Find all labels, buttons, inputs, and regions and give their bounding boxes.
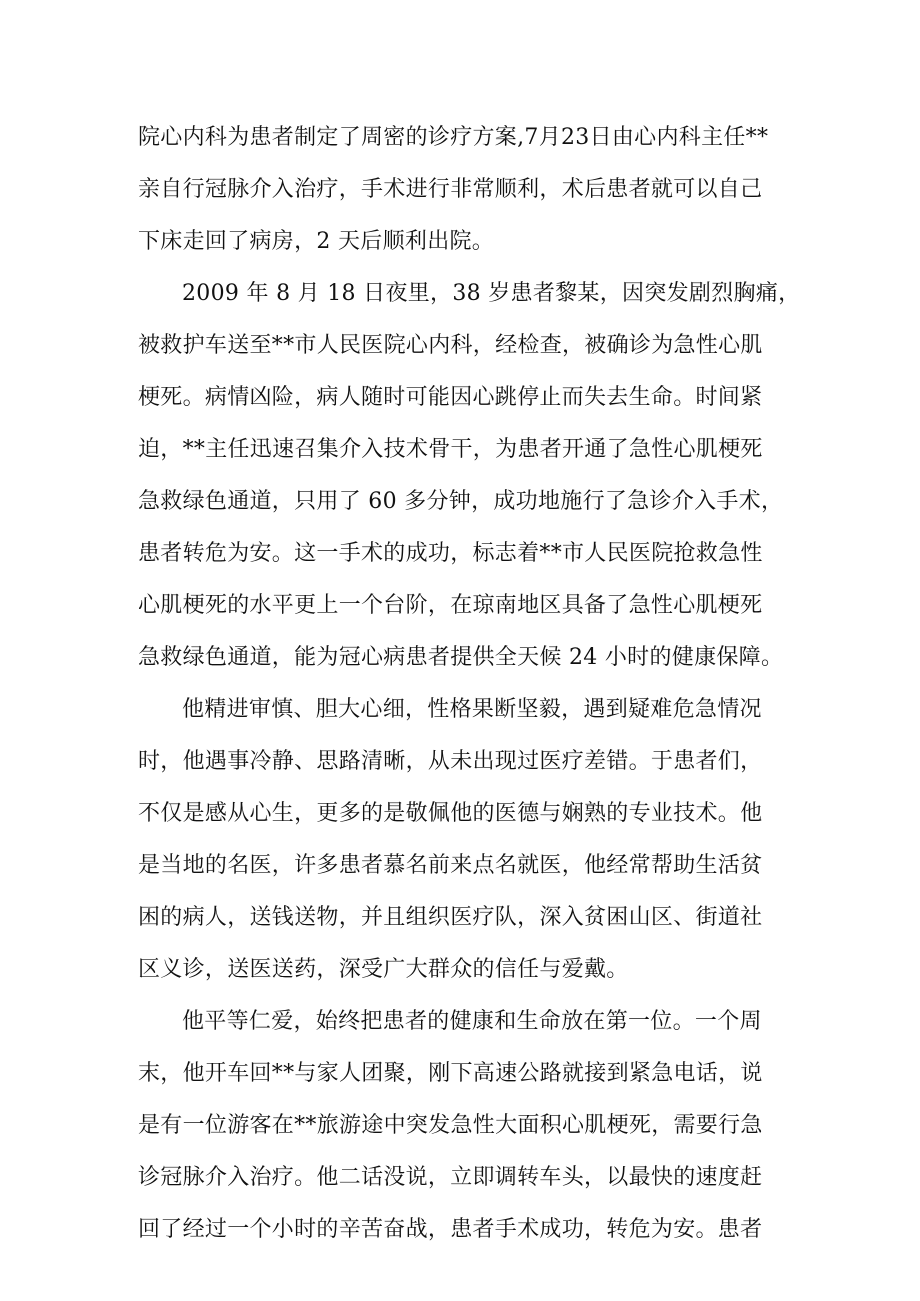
- text-line: 被救护车送至**市人民医院心内科，经检查，被确诊为急性心肌: [138, 333, 763, 358]
- text-line: 是当地的名医，许多患者慕名前来点名就医，他经常帮助生活贫: [138, 853, 763, 878]
- text-line: 时，他遇事冷静、思路清晰，从未出现过医疗差错。于患者们，: [138, 749, 763, 774]
- text-line: 是有一位游客在**旅游途中突发急性大面积心肌梗死，需要行急: [138, 1113, 763, 1138]
- text-line: 下床走回了病房，2 天后顺利出院。: [138, 229, 495, 254]
- text-line: 亲自行冠脉介入治疗，手术进行非常顺利，术后患者就可以自己: [138, 177, 763, 202]
- text-line: 回了经过一个小时的辛苦奋战，患者手术成功，转危为安。患者: [138, 1217, 763, 1242]
- text-line: 患者转危为安。这一手术的成功，标志着**市人民医院抢救急性: [138, 541, 763, 566]
- document-body: [138, 112, 818, 1256]
- text-line: 院心内科为患者制定了周密的诊疗方案,7月23日由心内科主任**: [138, 125, 769, 150]
- paragraph: [138, 996, 818, 1256]
- text-line: 诊冠脉介入治疗。他二话没说，立即调转车头，以最快的速度赶: [138, 1165, 763, 1190]
- text-line: 2009 年 8 月 18 日夜里，38 岁患者黎某，因突发剧烈胸痛，: [182, 281, 801, 306]
- text-line: 心肌梗死的水平更上一个台阶，在琼南地区具备了急性心肌梗死: [138, 593, 763, 618]
- text-line: 末，他开车回**与家人团聚，刚下高速公路就接到紧急电话，说: [138, 1061, 763, 1086]
- paragraph: [138, 684, 818, 996]
- text-line: 不仅是感从心生，更多的是敬佩他的医德与娴熟的专业技术。他: [138, 801, 763, 826]
- text-line: 他平等仁爱，始终把患者的健康和生命放在第一位。一个周: [182, 1009, 762, 1034]
- text-line: 区义诊，送医送药，深受广大群众的信任与爱戴。: [138, 957, 629, 982]
- text-line: 急救绿色通道，能为冠心病患者提供全天候 24 小时的健康保障。: [138, 645, 784, 670]
- text-line: 他精进审慎、胆大心细，性格果断坚毅，遇到疑难危急情况: [182, 697, 762, 722]
- text-line: 困的病人，送钱送物，并且组织医疗队，深入贫困山区、街道社: [138, 905, 763, 930]
- paragraph: [138, 268, 818, 684]
- text-line: 迫，**主任迅速召集介入技术骨干，为患者开通了急性心肌梗死: [138, 437, 763, 462]
- text-line: 梗死。病情凶险，病人随时可能因心跳停止而失去生命。时间紧: [138, 385, 763, 410]
- paragraph: [138, 112, 818, 268]
- text-line: 急救绿色通道，只用了 60 多分钟，成功地施行了急诊介入手术，: [138, 489, 784, 514]
